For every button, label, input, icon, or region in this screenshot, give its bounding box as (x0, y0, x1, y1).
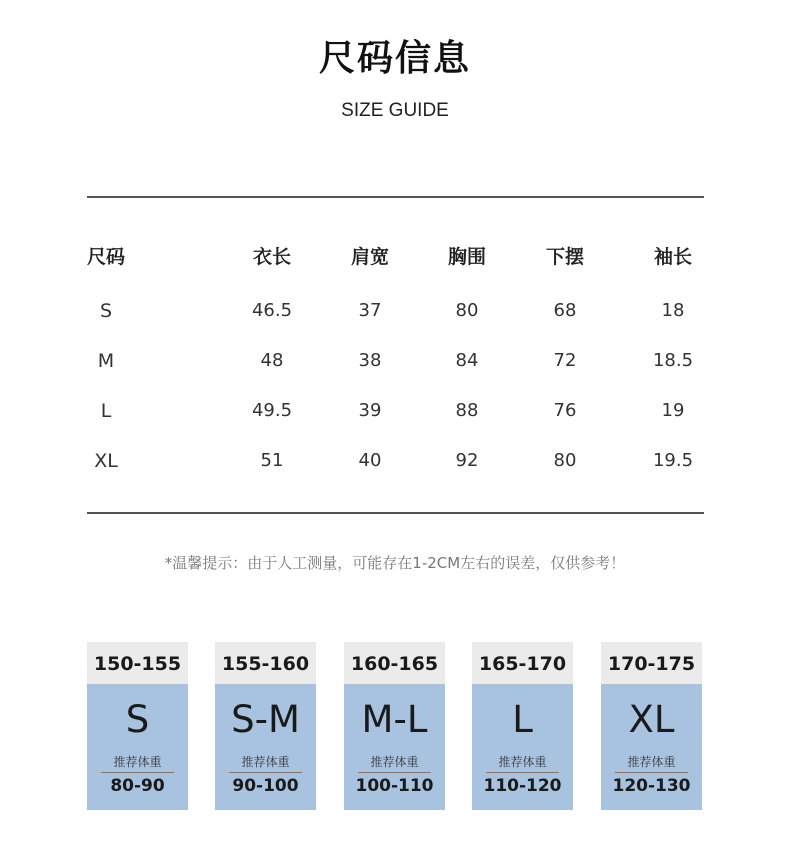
column-header-length: 衣长 (252, 246, 291, 268)
table-cell: 40 (358, 450, 382, 471)
table-cell: 39 (358, 400, 382, 421)
size-card-body (601, 684, 702, 810)
size-label: L (512, 698, 533, 741)
weight-range: 120-130 (612, 776, 691, 796)
table-cell: 46.5 (251, 300, 293, 321)
table-cell: 18.5 (652, 350, 694, 371)
size-card-body (215, 684, 316, 810)
size-card (87, 642, 188, 810)
table-cell: 19.5 (652, 450, 694, 471)
table-cell: 76 (553, 400, 577, 421)
size-card (215, 642, 316, 810)
table-cell: 19 (661, 400, 685, 421)
weight-underline (101, 772, 174, 773)
table-cell: 18 (661, 300, 685, 321)
weight-label: 推荐体重 (627, 755, 676, 769)
weight-underline (358, 772, 431, 773)
weight-underline (615, 772, 688, 773)
top-divider (87, 196, 704, 198)
table-cell: 80 (455, 300, 479, 321)
size-card-body (472, 684, 573, 810)
table-cell: 84 (455, 350, 479, 371)
size-label: S (125, 698, 150, 741)
table-cell: 51 (260, 450, 284, 471)
size-card-body (87, 684, 188, 810)
height-range: 165-170 (472, 642, 573, 684)
weight-range: 90-100 (232, 776, 299, 796)
table-cell: 68 (553, 300, 577, 321)
size-label: S-M (231, 698, 300, 741)
height-range: 150-155 (87, 642, 188, 684)
column-header-shoulder: 肩宽 (350, 246, 389, 268)
table-cell: 92 (455, 450, 479, 471)
weight-label: 推荐体重 (370, 755, 419, 769)
table-cell: 88 (455, 400, 479, 421)
weight-range: 80-90 (110, 776, 165, 796)
table-row (0, 394, 790, 428)
height-range: 160-165 (344, 642, 445, 684)
height-range: 155-160 (215, 642, 316, 684)
size-label: M-L (361, 698, 428, 741)
table-cell: XL (94, 450, 118, 472)
weight-label: 推荐体重 (113, 755, 162, 769)
column-header-sleeve: 袖长 (653, 246, 692, 268)
table-cell: 37 (358, 300, 382, 321)
weight-underline (229, 772, 302, 773)
table-cell: S (99, 300, 113, 322)
table-header-row (0, 240, 790, 274)
table-cell: 48 (260, 350, 284, 371)
page-title: 尺码信息 (318, 38, 471, 79)
table-row (0, 344, 790, 378)
column-header-hem: 下摆 (545, 246, 584, 268)
size-card (472, 642, 573, 810)
table-cell: 72 (553, 350, 577, 371)
measurement-note: *温馨提示：由于人工测量，可能存在1-2CM左右的误差，仅供参考！ (164, 554, 626, 572)
table-row (0, 444, 790, 478)
weight-label: 推荐体重 (241, 755, 290, 769)
weight-range: 110-120 (483, 776, 562, 796)
weight-underline (486, 772, 559, 773)
size-recommendation-cards (0, 642, 790, 812)
table-cell: L (100, 400, 112, 422)
table-cell: 38 (358, 350, 382, 371)
size-card-body (344, 684, 445, 810)
weight-label: 推荐体重 (498, 755, 547, 769)
table-cell: 49.5 (251, 400, 293, 421)
size-card (601, 642, 702, 810)
table-cell: 80 (553, 450, 577, 471)
weight-range: 100-110 (355, 776, 434, 796)
table-cell: M (97, 350, 115, 372)
table-row (0, 294, 790, 328)
column-header-size: 尺码 (87, 246, 126, 268)
page-subtitle: SIZE GUIDE (341, 100, 449, 121)
column-header-chest: 胸围 (447, 246, 486, 268)
height-range: 170-175 (601, 642, 702, 684)
size-card (344, 642, 445, 810)
bottom-divider (87, 512, 704, 514)
size-label: XL (628, 698, 675, 741)
